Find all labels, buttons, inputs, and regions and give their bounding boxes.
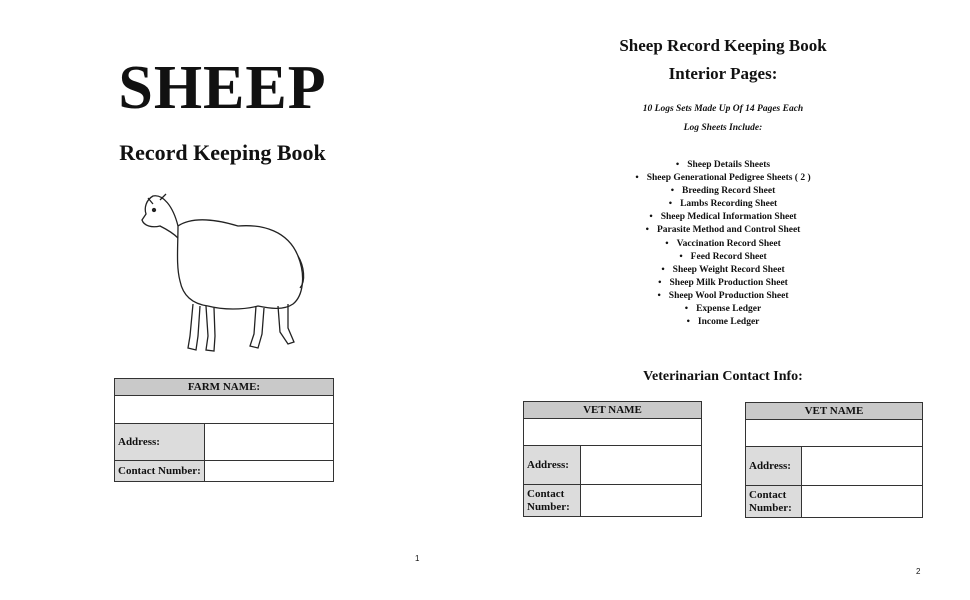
list-item: • Vaccination Record Sheet	[560, 238, 886, 251]
cover-title: SHEEP	[118, 54, 327, 122]
address-field[interactable]	[204, 424, 333, 461]
vet-name-field[interactable]	[746, 420, 923, 447]
page-number: 1	[415, 554, 420, 563]
contact-field[interactable]	[204, 461, 333, 482]
list-item: • Sheep Details Sheets	[560, 159, 886, 172]
interior-subtitle: Interior Pages:	[668, 64, 778, 83]
vet-address-field[interactable]	[802, 447, 923, 486]
farm-name-header: FARM NAME:	[115, 379, 334, 396]
vet-contact-label: Contact Number:	[746, 486, 802, 518]
vet-name-field[interactable]	[524, 419, 702, 446]
cover-subtitle: Record Keeping Book	[119, 140, 326, 165]
vet-address-field[interactable]	[581, 446, 702, 485]
list-item: • Breeding Record Sheet	[560, 185, 886, 198]
vet-address-label: Address:	[746, 447, 802, 486]
intro-text: 10 Logs Sets Made Up Of 14 Pages Each	[642, 104, 804, 114]
list-item: • Feed Record Sheet	[560, 251, 886, 264]
sheep-illustration	[138, 186, 308, 358]
vet-contact-label: Contact Number:	[524, 485, 581, 517]
vet-name-header: VET NAME	[524, 402, 702, 419]
log-sheet-list	[560, 159, 886, 329]
list-item: • Sheep Milk Production Sheet	[560, 277, 886, 290]
vet-name-header: VET NAME	[746, 403, 923, 420]
vet-heading: Veterinarian Contact Info:	[643, 369, 803, 384]
list-item: • Sheep Generational Pedigree Sheets ( 2 )	[560, 172, 886, 185]
list-item: • Lambs Recording Sheet	[560, 198, 886, 211]
list-item: • Sheep Medical Information Sheet	[560, 211, 886, 224]
vet-table-1	[523, 401, 702, 517]
farm-info-table	[114, 378, 334, 482]
list-item: • Parasite Method and Control Sheet	[560, 224, 886, 237]
farm-name-field[interactable]	[115, 396, 334, 424]
list-item: • Sheep Wool Production Sheet	[560, 290, 886, 303]
vet-address-label: Address:	[524, 446, 581, 485]
list-heading: Log Sheets Include:	[683, 123, 763, 133]
vet-contact-field[interactable]	[802, 486, 923, 518]
vet-table-2	[745, 402, 923, 518]
contact-label: Contact Number:	[115, 461, 205, 482]
list-item: • Income Ledger	[560, 316, 886, 329]
page-number: 2	[916, 567, 921, 576]
interior-title: Sheep Record Keeping Book	[619, 36, 827, 55]
list-item: • Sheep Weight Record Sheet	[560, 264, 886, 277]
address-label: Address:	[115, 424, 205, 461]
vet-contact-field[interactable]	[581, 485, 702, 517]
list-item: • Expense Ledger	[560, 303, 886, 316]
